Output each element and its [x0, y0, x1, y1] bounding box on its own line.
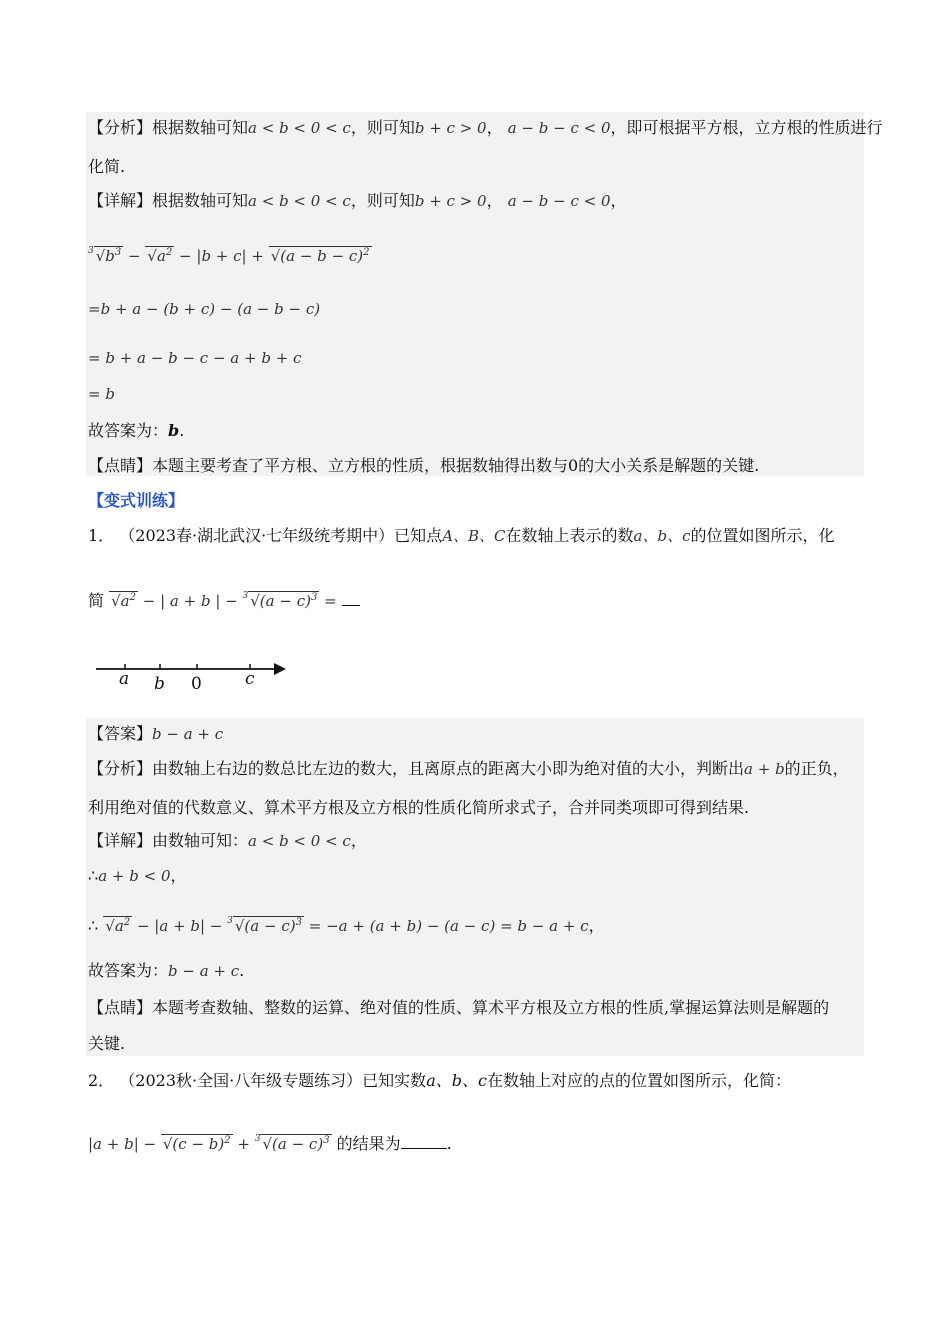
- expression-line: $^3$ $√b^3 - √a^2 - |b + c| + √(a - b - c)^2$: [88, 246, 370, 265]
- q1-detail: 【详解】由数轴可知：a < b < 0 < c，: [88, 831, 367, 850]
- q1-comment-1: 【点睛】本题考查数轴、整数的运算、绝对值的性质、算术平方根及立方根的性质,掌握运算法则是解题的: [88, 998, 830, 1017]
- answer-line: 故答案为：b.: [88, 421, 185, 440]
- numberline-label-c: c: [245, 669, 255, 689]
- variant-title: 【变式训练】: [88, 491, 185, 510]
- solution-block-1: [86, 112, 864, 476]
- q1-answer: 【答案】b − a + c: [88, 724, 224, 743]
- q1-line-1: 1． （2023春·湖北武汉·七年级统考期中）已知点A、B、C在数轴上表示的数a、b、c的位置如图所示，化: [88, 526, 835, 545]
- q2-line-1: 2． （2023秋·全国·八年级专题练习）已知实数a、b、c在数轴上对应的点的位置如图所示，化简：: [88, 1071, 791, 1090]
- q1-therefore-1: ∴a + b < 0，: [88, 866, 187, 885]
- numberline-label-a: a: [119, 669, 130, 689]
- q1-analysis-1: 【分析】由数轴上右边的数总比左边的数大，且离原点的距离大小即为绝对值的大小，判断出a + b的正负，: [88, 759, 849, 778]
- comment-line: 【点睛】本题主要考查了平方根、立方根的性质，根据数轴得出数与0的大小关系是解题的关键.: [88, 456, 760, 475]
- analysis-line-1: 【分析】根据数轴可知a < b < 0 < c，则可知b + c > 0， a − b − c < 0，即可根据平方根，立方根的性质进行: [88, 118, 883, 137]
- q1-final: 故答案为：b − a + c.: [88, 961, 245, 980]
- q2-answer-blank[interactable]: [401, 1136, 447, 1149]
- q1-analysis-2: 利用绝对值的代数意义、算术平方根及立方根的性质化简所求式子，合并同类项即可得到结果.: [88, 798, 750, 817]
- step-2: = b + a − b − c − a + b + c: [88, 349, 302, 367]
- analysis-line-2: 化简.: [88, 157, 126, 176]
- q1-line-2: 简 $√a^2$ − | a + b | − $^3$ $√(a - c)^3$ =: [88, 585, 360, 612]
- q2-line-2: $|a + b| - √(c - b)^2 + ^3$ $√(a - c)^3$ 的结果为 .: [88, 1134, 452, 1153]
- numberline-label-b: b: [154, 674, 165, 694]
- detail-line: 【详解】根据数轴可知a < b < 0 < c，则可知b + c > 0， a − b − c < 0，: [88, 191, 627, 210]
- q1-comment-2: 关键.: [88, 1034, 126, 1053]
- numberline-label-0: 0: [191, 674, 202, 694]
- step-3: = b: [88, 385, 115, 403]
- q1-therefore-2: ∴ $√a^2 - |a + b| - ^3$ $√(a - c)^3 = -a + (a + b) - (a - c) = b - a + c$，: [88, 916, 605, 935]
- step-1: =b + a − (b + c) − (a − b − c): [88, 300, 321, 318]
- answer-blank[interactable]: [342, 595, 360, 606]
